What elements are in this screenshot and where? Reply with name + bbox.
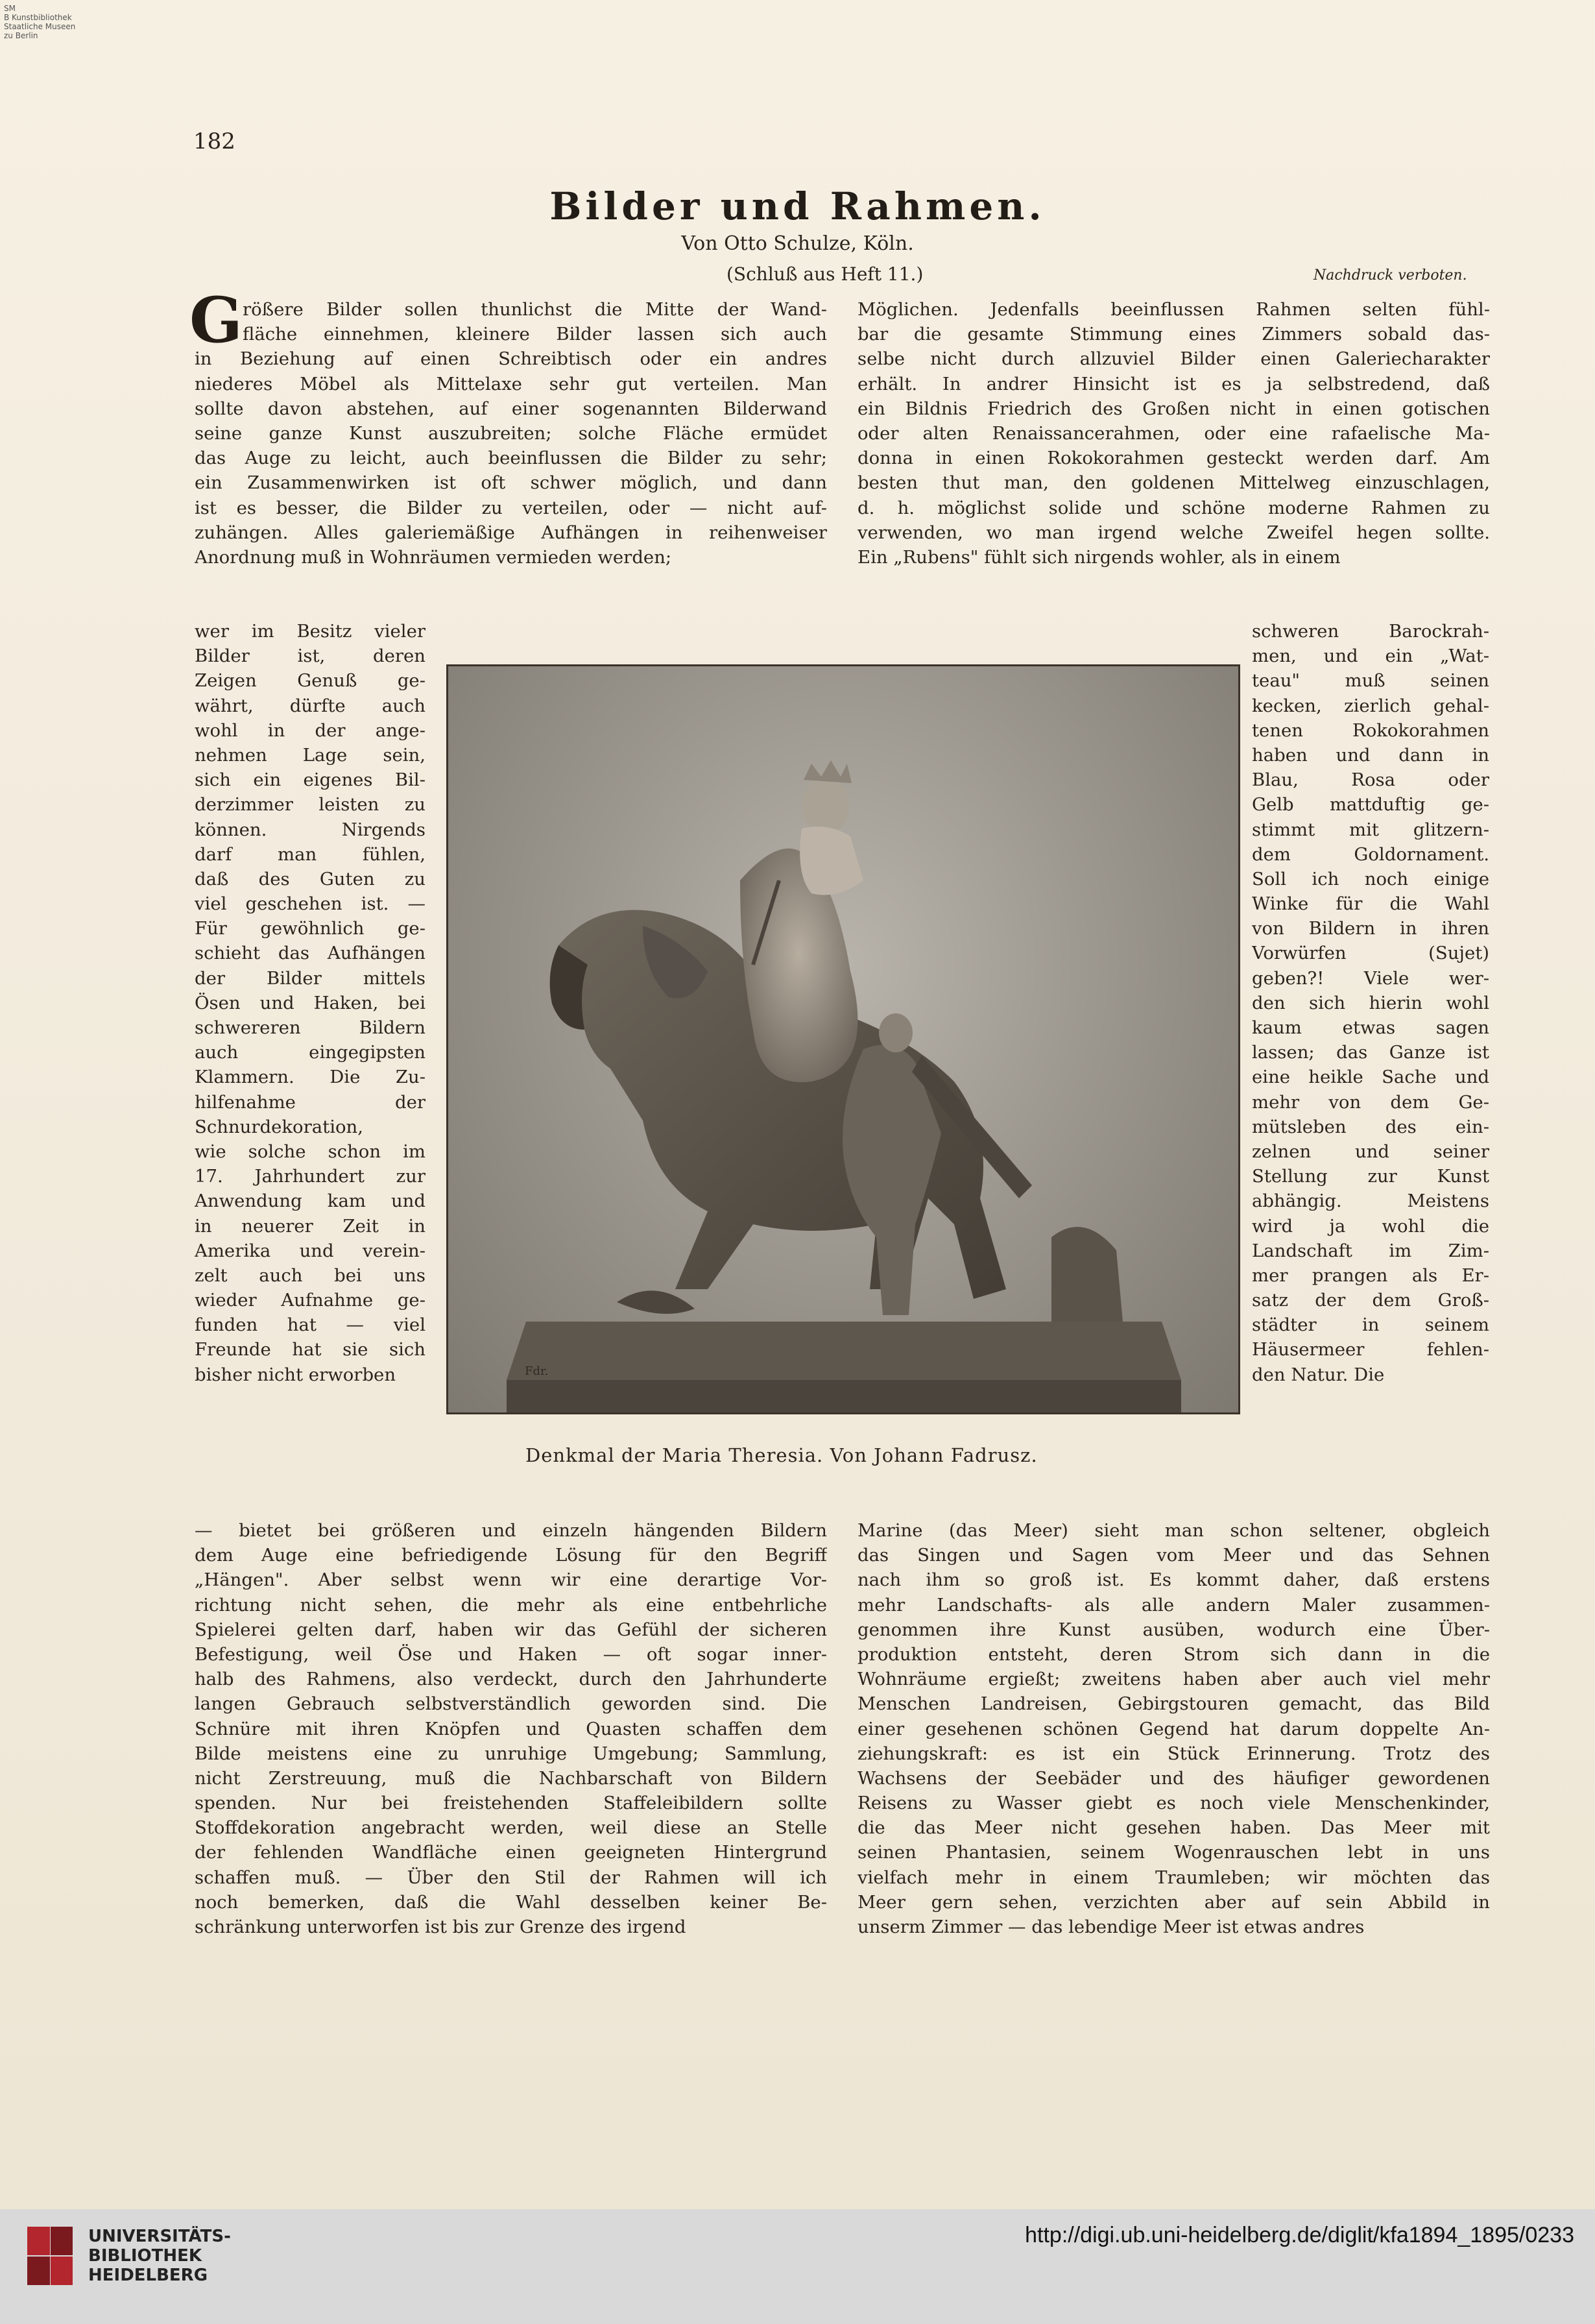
text-line: Bilder ist, deren <box>195 646 426 667</box>
sculptor-signature: Fdr. <box>525 1364 549 1378</box>
text-line: von Bildern in ihren <box>1252 918 1489 939</box>
text-line: abhängig. Meistens <box>1252 1191 1489 1212</box>
text-line: Ösen und Haken, bei <box>195 992 426 1013</box>
text-line: stimmt mit glitzern- <box>1252 819 1489 840</box>
text-line: währt, dürfte auch <box>195 695 426 716</box>
text-line: zelnen und seiner <box>1252 1141 1489 1162</box>
text-line: können. Nirgends <box>195 819 426 840</box>
text-line: wie solche schon im <box>195 1141 426 1162</box>
right-column-top <box>857 297 1490 570</box>
text-line: wird ja wohl die <box>1252 1215 1489 1237</box>
text-line: richtung nicht sehen, die mehr als eine entbehrliche <box>195 1594 827 1616</box>
text-line: Schnüre mit ihren Knöpfen und Quasten schaffen dem <box>195 1718 827 1739</box>
text-line: in neuerer Zeit in <box>195 1215 426 1237</box>
text-line: mütsleben des ein- <box>1252 1116 1489 1137</box>
university-library-name <box>88 2227 231 2285</box>
text-line: men, und ein „Wat- <box>1252 646 1489 667</box>
text-line: nicht Zerstreuung, muß die Nachbarschaft von Bildern <box>195 1767 827 1789</box>
text-line: wohl in der ange- <box>195 720 426 741</box>
library-name-line: BIBLIOTHEK <box>88 2246 202 2266</box>
text-line: dem Auge eine befriedigende Lösung für den Begriff <box>195 1545 827 1566</box>
text-line: Klammern. Die Zu- <box>195 1067 426 1088</box>
text-line: donna in einen Rokokorahmen gesteckt werden darf. Am <box>857 448 1490 469</box>
text-line: schweren Barockrah- <box>1252 621 1489 642</box>
text-line: schwereren Bildern <box>195 1017 426 1038</box>
drop-cap: G <box>189 284 243 357</box>
text-line: ein Zusammenwirken ist oft schwer möglich, und dann <box>195 472 827 494</box>
text-line: Blau, Rosa oder <box>1252 769 1489 791</box>
stamp-line: Staatliche Museen <box>4 22 76 31</box>
left-column-top <box>195 297 827 570</box>
text-line: geben?! Viele wer- <box>1252 967 1489 989</box>
text-line: zelt auch bei uns <box>195 1265 426 1286</box>
text-line: Zeigen Genuß ge- <box>195 670 426 692</box>
text-line: kecken, zierlich gehal- <box>1252 695 1489 716</box>
hussar-head <box>879 1013 913 1052</box>
text-line: zuhängen. Alles galeriemäßige Aufhängen in reihenweiser <box>195 522 827 543</box>
text-line: erhält. In andrer Hinsicht ist es ja selbstredend, daß <box>857 373 1490 394</box>
text-line: viel geschehen ist. — <box>195 893 426 915</box>
stamp-line: SM <box>4 4 16 13</box>
text-line: seine ganze Kunst auszubreiten; solche Fläche ermüdet <box>195 422 827 444</box>
text-line: Häusermeer fehlen- <box>1252 1339 1489 1361</box>
statue-plinth <box>507 1380 1181 1412</box>
figure-caption: Denkmal der Maria Theresia. Von Johann Fadrusz. <box>525 1444 1038 1466</box>
text-line: sollte davon abstehen, auf einer sogenannten Bilderwand <box>195 398 827 419</box>
text-line: — bietet bei größeren und einzeln hängenden Bildern <box>195 1520 827 1541</box>
text-line: derzimmer leisten zu <box>195 794 426 816</box>
text-line: Freunde hat sie sich <box>195 1339 426 1361</box>
text-line: Menschen Landreisen, Gebirgstouren gemacht, das Bild <box>857 1693 1490 1715</box>
left-narrow-column <box>195 619 426 1387</box>
text-line: Für gewöhnlich ge- <box>195 918 426 939</box>
text-line: Anordnung muß in Wohnräumen vermieden werden; <box>195 546 672 568</box>
text-line: Amerika und verein- <box>195 1240 426 1261</box>
text-line: Wachsens der Seebäder und des häufiger gewordenen <box>857 1767 1490 1789</box>
text-line: ist es besser, die Bilder zu verteilen, oder — nicht auf- <box>195 497 827 518</box>
text-line: langen Gebrauch selbstverständlich geworden sind. Die <box>195 1693 827 1715</box>
text-line: einer gesehenen schönen Gegend hat darum doppelte An- <box>857 1718 1490 1739</box>
text-line: 17. Jahrhundert zur <box>195 1166 426 1187</box>
queen-torso <box>800 827 863 895</box>
text-line: ziehungskraft: es ist ein Stück Erinnerung. Trotz des <box>857 1743 1490 1764</box>
text-line: Marine (das Meer) sieht man schon seltener, obgleich <box>857 1520 1490 1541</box>
text-line: städter in seinem <box>1252 1314 1489 1336</box>
text-line: „Hängen". Aber selbst wenn wir eine derartige Vor- <box>195 1569 827 1591</box>
text-line: satz der dem Groß- <box>1252 1290 1489 1311</box>
text-line: das Singen und Sagen vom Meer und das Sehnen <box>857 1545 1490 1566</box>
text-line: mehr Landschafts- als alle andern Maler zusammen- <box>857 1594 1490 1616</box>
text-line: Spielerei gelten darf, haben wir das Gefühl der sicheren <box>195 1619 827 1640</box>
stamp-line: B Kunstbibliothek <box>4 13 72 22</box>
text-line: Schnurdekoration, <box>195 1116 364 1137</box>
statue-image <box>448 666 1238 1412</box>
text-line: Möglichen. Jedenfalls beeinflussen Rahmen selten fühl- <box>857 299 1490 320</box>
text-line: mehr von dem Ge- <box>1252 1091 1489 1113</box>
text-line: darf man fühlen, <box>195 843 426 865</box>
text-line: rößere Bilder sollen thunlichst die Mitte der Wand- <box>243 299 827 320</box>
text-line: besten thut man, den goldenen Mittelweg einzuschlagen, <box>857 472 1490 494</box>
text-line: Wohnräume ergießt; zweitens haben aber auch viel mehr <box>857 1669 1490 1690</box>
text-line: mer prangen als Er- <box>1252 1265 1489 1286</box>
queen-head <box>802 777 849 834</box>
text-line: Landschaft im Zim- <box>1252 1240 1489 1261</box>
rocky-foliage <box>1051 1227 1123 1322</box>
text-line: genommen ihre Kunst ausüben, wodurch eine Über- <box>857 1619 1490 1640</box>
continued-note: (Schluß aus Heft 11.) <box>726 263 924 285</box>
rights-note: Nachdruck verboten. <box>1313 267 1467 284</box>
text-line: Ein „Rubens" fühlt sich nirgends wohler, als in einem <box>857 546 1341 568</box>
library-stamp <box>4 4 108 40</box>
article-title: Bilder und Rahmen. <box>549 184 1046 228</box>
text-line: kaum etwas sagen <box>1252 1017 1489 1038</box>
right-column-bottom <box>857 1518 1490 1939</box>
text-line: tenen Rokokorahmen <box>1252 720 1489 741</box>
text-line: Vorwürfen (Sujet) <box>1252 943 1489 964</box>
text-line: Meer gern sehen, verzichten aber auf sein Abbild in <box>857 1891 1490 1913</box>
text-line: den sich hierin wohl <box>1252 992 1489 1013</box>
text-line: eine heikle Sache und <box>1252 1067 1489 1088</box>
text-line: ein Bildnis Friedrich des Großen nicht in einen gotischen <box>857 398 1490 419</box>
text-line: Bilde meistens eine zu unruhige Umgebung; Sammlung, <box>195 1743 827 1764</box>
library-name-line: UNIVERSITÄTS- <box>88 2227 231 2246</box>
text-line: auch eingegipsten <box>195 1042 426 1063</box>
text-line: sich ein eigenes Bil- <box>195 769 426 791</box>
page-number: 182 <box>193 128 235 154</box>
text-line: Winke für die Wahl <box>1252 893 1489 915</box>
text-line: daß des Guten zu <box>195 868 426 890</box>
text-line: Stellung zur Kunst <box>1252 1166 1489 1187</box>
text-line: in Beziehung auf einen Schreibtisch oder ein andres <box>195 348 827 370</box>
text-line: verwenden, wo man irgend welche Zweifel hegen sollte. <box>857 522 1490 543</box>
text-line: vielfach mehr in einem Traumleben; wir möchten das <box>857 1867 1490 1888</box>
text-line: teau" muß seinen <box>1252 670 1489 692</box>
text-line: Reisens zu Wasser giebt es noch viele Menschenkinder, <box>857 1793 1490 1814</box>
stamp-line: zu Berlin <box>4 31 38 40</box>
university-library-logo-icon <box>21 2227 79 2285</box>
text-line: Gelb mattduftig ge- <box>1252 794 1489 816</box>
text-line: niederes Möbel als Mittelaxe sehr gut verteilen. Man <box>195 373 827 394</box>
text-line: die das Meer nicht gesehen haben. Das Meer mit <box>857 1817 1490 1839</box>
text-line: hilfenahme der <box>195 1091 426 1113</box>
text-line: nach ihm so groß ist. Es kommt daher, daß erstens <box>857 1569 1490 1591</box>
library-name-line: HEIDELBERG <box>88 2266 208 2285</box>
text-line: selbe nicht durch allzuviel Bilder einen Galeriecharakter <box>857 348 1490 370</box>
queen-crown <box>804 760 852 783</box>
text-line: fläche einnehmen, kleinere Bilder lassen sich auch <box>243 324 827 345</box>
text-line: Befestigung, weil Öse und Haken — oft sogar inner- <box>195 1643 827 1665</box>
text-line: dem Goldornament. <box>1252 843 1489 865</box>
article-byline: Von Otto Schulze, Köln. <box>681 232 914 255</box>
text-line: funden hat — viel <box>195 1314 426 1336</box>
text-line: bisher nicht erworben <box>195 1364 396 1385</box>
text-line: d. h. möglichst solide und schöne moderne Rahmen zu <box>857 497 1490 518</box>
text-line: spenden. Nur bei freistehenden Staffeleibildern sollte <box>195 1793 827 1814</box>
text-line: Stoffdekoration angebracht werden, weil diese an Stelle <box>195 1817 827 1839</box>
text-line: der fehlenden Wandfläche einen geeigneten Hintergrund <box>195 1842 827 1863</box>
monument-illustration <box>446 664 1240 1414</box>
text-line: Anwendung kam und <box>195 1191 426 1212</box>
text-line: nehmen Lage sein, <box>195 744 426 766</box>
text-line: seinen Phantasien, seinem Wogenrauschen lebt in uns <box>857 1842 1490 1863</box>
text-line: schaffen muß. — Über den Stil der Rahmen will ich <box>195 1867 827 1888</box>
text-line: produktion entsteht, deren Strom sich dann in die <box>857 1643 1490 1665</box>
text-line: wieder Aufnahme ge- <box>195 1290 426 1311</box>
text-line: den Natur. Die <box>1252 1364 1385 1385</box>
text-line: Soll ich noch einige <box>1252 868 1489 890</box>
text-line: lassen; das Ganze ist <box>1252 1042 1489 1063</box>
text-line: oder alten Renaissancerahmen, oder eine rafaelische Ma- <box>857 422 1490 444</box>
text-line: schränkung unterworfen ist bis zur Grenze des irgend <box>195 1917 686 1937</box>
text-line: wer im Besitz vieler <box>195 621 426 642</box>
fallen-figure <box>617 1290 695 1314</box>
right-narrow-column <box>1252 619 1489 1387</box>
text-line: das Auge zu leicht, auch beeinflussen die Bilder zu sehr; <box>195 448 827 469</box>
text-line: haben und dann in <box>1252 744 1489 766</box>
source-url-link[interactable]: http://digi.ub.uni-heidelberg.de/diglit/kfa1894_1895/0233 <box>1025 2223 1574 2247</box>
text-line: unserm Zimmer — das lebendige Meer ist etwas andres <box>857 1917 1365 1937</box>
text-line: halb des Rahmens, also verdeckt, durch den Jahrhunderte <box>195 1669 827 1690</box>
text-line: noch bemerken, daß die Wahl desselben keiner Be- <box>195 1891 827 1913</box>
statue-base <box>507 1322 1181 1380</box>
text-line: schieht das Aufhängen <box>195 943 426 964</box>
text-line: der Bilder mittels <box>195 967 426 989</box>
text-line: bar die gesamte Stimmung eines Zimmers sobald das- <box>857 324 1490 345</box>
left-column-bottom <box>195 1518 827 1939</box>
